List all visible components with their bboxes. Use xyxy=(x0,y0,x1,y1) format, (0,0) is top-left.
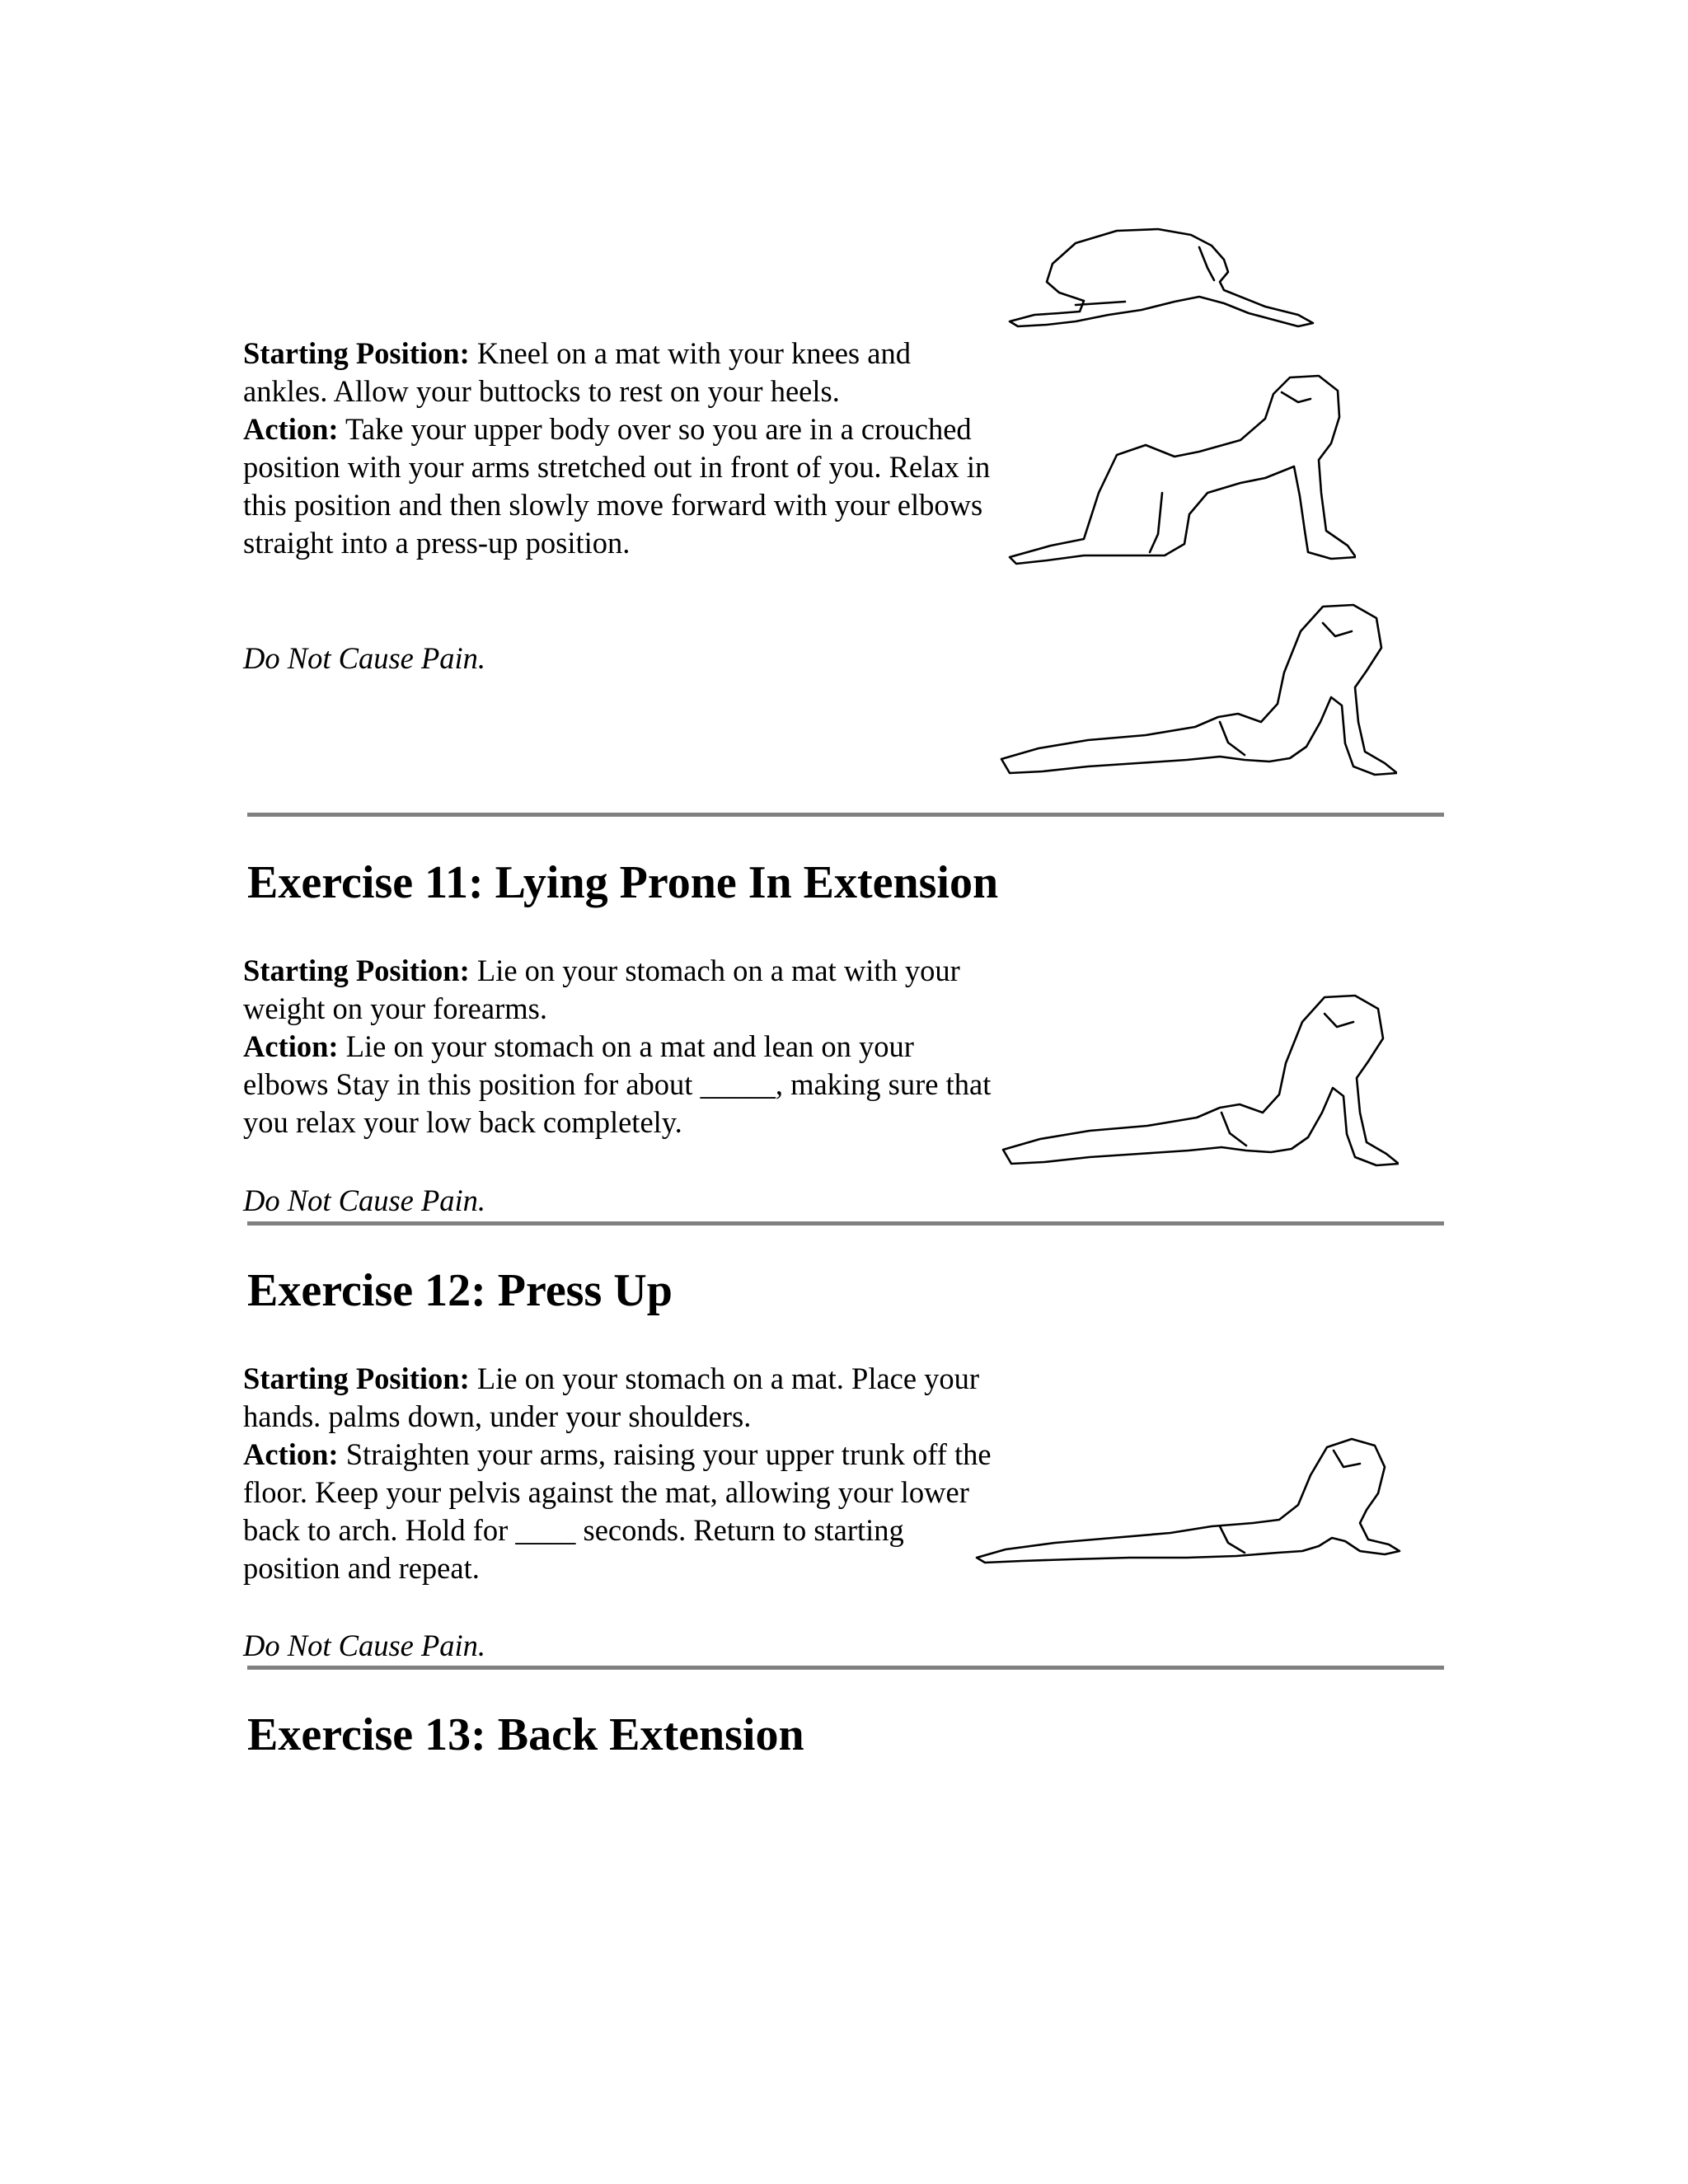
all-fours-pose-illustration xyxy=(1001,369,1356,567)
exercise11-action-text: Lie on your stomach on a mat and lean on your elbows Stay in this position for about _____, making sure that you relax your low back completely. xyxy=(243,1029,992,1139)
exercise12-action-label: Action: xyxy=(243,1437,339,1471)
prone-extension-illustration xyxy=(999,989,1399,1170)
exercise10-start-text: Kneel on a mat with your knees and ankles. Allow your buttocks to rest on your heels. xyxy=(243,336,911,408)
press-up-pose-illustration xyxy=(997,598,1397,780)
exercise11-instructions xyxy=(243,952,1001,1141)
exercise10-action-label: Action: xyxy=(243,412,339,446)
exercise12-instructions xyxy=(243,1360,1001,1587)
exercise11-title: Exercise 11: Lying Prone In Extension xyxy=(247,857,999,908)
section-divider xyxy=(247,1666,1444,1670)
exercise11-start-text: Lie on your stomach on a mat with your weight on your forearms. xyxy=(243,954,960,1025)
crouched-pose-illustration xyxy=(1001,223,1323,338)
exercise12-title: Exercise 12: Press Up xyxy=(247,1265,673,1316)
exercise10-start-label: Starting Position: xyxy=(243,336,470,370)
section-divider xyxy=(247,1221,1444,1226)
exercise13-title: Exercise 13: Back Extension xyxy=(247,1709,804,1760)
exercise11-action-label: Action: xyxy=(243,1029,339,1063)
exercise12-note: Do Not Cause Pain. xyxy=(243,1629,486,1662)
section-divider xyxy=(247,813,1444,817)
exercise12-start-label: Starting Position: xyxy=(243,1361,470,1395)
exercise11-note: Do Not Cause Pain. xyxy=(243,1183,486,1217)
exercise10-action-text: Take your upper body over so you are in a crouched position with your arms stretched out in front of you. Relax in this position and then slowly move forward with your elbows straight into a press-up position. xyxy=(243,412,991,560)
exercise10-note: Do Not Cause Pain. xyxy=(243,641,486,675)
exercise12-action-text: Straighten your arms, raising your upper trunk off the floor. Keep your pelvis against the mat, allowing your lower back to arch. Hold for ____ seconds. Return to starting position and repeat. xyxy=(243,1437,992,1585)
exercise11-start-label: Starting Position: xyxy=(243,954,470,987)
exercise12-start-text: Lie on your stomach on a mat. Place your hands. palms down, under your shoulders. xyxy=(243,1361,980,1433)
press-up-low-illustration xyxy=(973,1434,1401,1566)
exercise10-instructions xyxy=(243,335,1001,562)
